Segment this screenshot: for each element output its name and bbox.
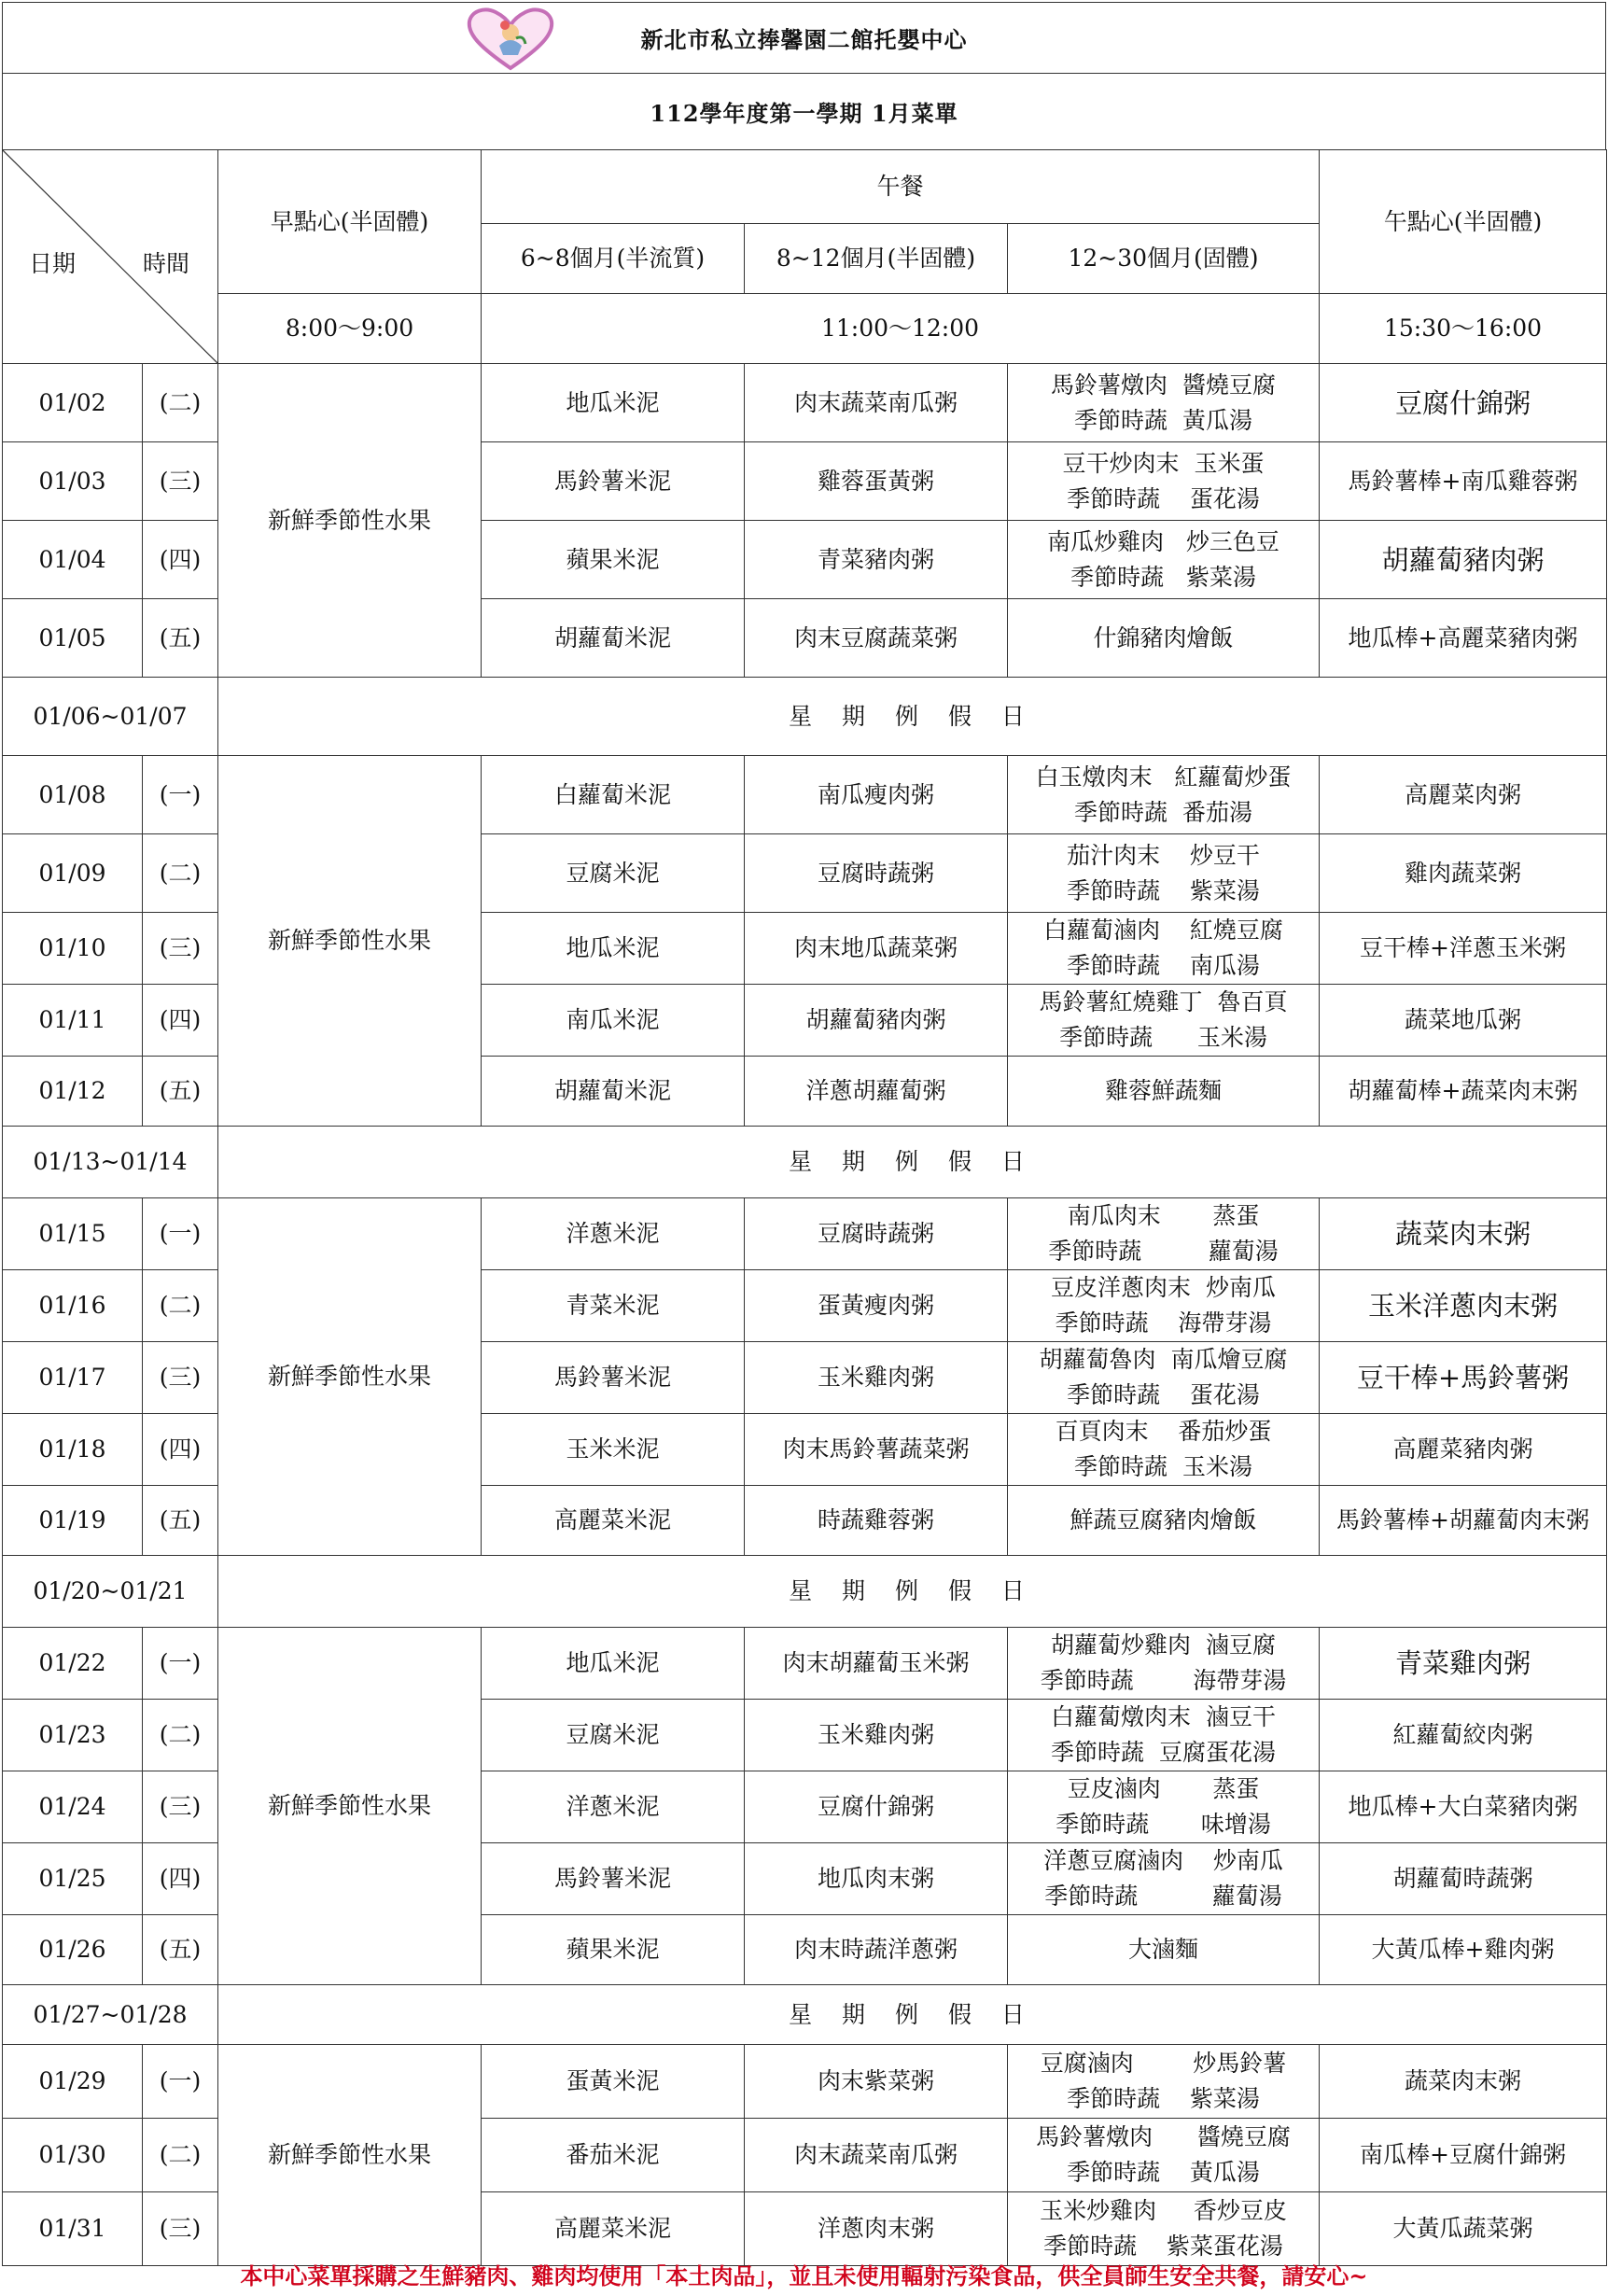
lunch-8-12-cell: 雞蓉蛋黃粥 [745, 442, 1008, 521]
lunch-12-30-side: 季節時蔬 紫菜湯 [1067, 2085, 1260, 2112]
lunch-12-30-cell [1008, 2192, 1320, 2266]
lunch-12-30-header: 12~30個月(固體) [1008, 224, 1320, 294]
lunch-8-12-cell: 洋蔥肉末粥 [745, 2192, 1008, 2266]
afternoon-cell: 胡蘿蔔棒+蔬菜肉末粥 [1320, 1057, 1607, 1127]
breakfast-cell: 新鮮季節性水果 [218, 1628, 482, 1985]
day-date: 01/16 [3, 1270, 143, 1342]
lunch-6-8-cell: 洋蔥米泥 [482, 1771, 745, 1843]
lunch-6-8-cell: 地瓜米泥 [482, 913, 745, 985]
lunch-12-30-cell [1008, 1700, 1320, 1771]
menu-table [2, 149, 1607, 2266]
lunch-12-30-cell [1008, 1843, 1320, 1915]
day-date: 01/22 [3, 1628, 143, 1700]
afternoon-cell: 雞肉蔬菜粥 [1320, 834, 1607, 913]
lunch-12-30-cell [1008, 2119, 1320, 2192]
day-weekday: (五) [143, 1915, 218, 1985]
day-date: 01/18 [3, 1414, 143, 1486]
lunch-8-12-cell: 肉末紫菜粥 [745, 2045, 1008, 2119]
day-date: 01/26 [3, 1915, 143, 1985]
lunch-8-12-cell: 肉末地瓜蔬菜粥 [745, 913, 1008, 985]
lunch-12-30-cell [1008, 1486, 1320, 1556]
lunch-time: 11:00～12:00 [482, 294, 1320, 364]
header-row-1 [3, 150, 1607, 224]
day-date: 01/03 [3, 442, 143, 521]
day-row [3, 364, 1607, 442]
lunch-12-30-side: 季節時蔬 紫菜湯 [1067, 876, 1260, 904]
breakfast-cell: 新鮮季節性水果 [218, 2045, 482, 2266]
lunch-6-8-cell: 馬鈴薯米泥 [482, 442, 745, 521]
footer-note: 本中心菜單採購之生鮮豬肉、雞肉均使用「本土肉品」，並且未使用輻射污染食品，供全員師生安全共餐，請安心~ [240, 2262, 1368, 2289]
day-weekday: (五) [143, 1057, 218, 1127]
lunch-6-8-cell: 蛋黃米泥 [482, 2045, 745, 2119]
lunch-6-8-cell: 南瓜米泥 [482, 985, 745, 1057]
lunch-12-30-cell [1008, 1342, 1320, 1414]
day-weekday: (三) [143, 2192, 218, 2266]
holiday-label: 星 期 例 假 日 [218, 1127, 1607, 1198]
lunch-12-30-side: 季節時蔬 蛋花湯 [1067, 1381, 1260, 1408]
lunch-12-30-main: 大滷麵 [1128, 1936, 1199, 1963]
lunch-8-12-cell: 地瓜肉末粥 [745, 1843, 1008, 1915]
holiday-label: 星 期 例 假 日 [218, 1985, 1607, 2045]
lunch-8-12-cell: 青菜豬肉粥 [745, 521, 1008, 599]
day-weekday: (一) [143, 1628, 218, 1700]
day-weekday: (四) [143, 1843, 218, 1915]
holiday-label: 星 期 例 假 日 [218, 678, 1607, 756]
lunch-8-12-cell: 肉末豆腐蔬菜粥 [745, 599, 1008, 678]
lunch-12-30-cell [1008, 1414, 1320, 1486]
day-weekday: (二) [143, 1270, 218, 1342]
lunch-6-8-cell: 高麗菜米泥 [482, 1486, 745, 1556]
day-weekday: (二) [143, 1700, 218, 1771]
breakfast-cell: 新鮮季節性水果 [218, 756, 482, 1127]
lunch-12-30-main: 白玉燉肉末 紅蘿蔔炒蛋 [1035, 763, 1292, 791]
lunch-6-8-cell: 地瓜米泥 [482, 1628, 745, 1700]
lunch-6-8-cell: 番茄米泥 [482, 2119, 745, 2192]
lunch-12-30-main: 什錦豬肉燴飯 [1093, 623, 1234, 651]
lunch-12-30-cell [1008, 1270, 1320, 1342]
lunch-8-12-cell: 豆腐時蔬粥 [745, 834, 1008, 913]
day-date: 01/15 [3, 1198, 143, 1270]
lunch-12-30-cell [1008, 2045, 1320, 2119]
lunch-6-8-cell: 馬鈴薯米泥 [482, 1843, 745, 1915]
lunch-12-30-cell [1008, 364, 1320, 442]
lunch-12-30-side: 季節時蔬 海帶芽湯 [1040, 1667, 1287, 1694]
day-weekday: (三) [143, 1342, 218, 1414]
lunch-12-30-side: 季節時蔬 味增湯 [1056, 1811, 1271, 1838]
lunch-8-12-cell: 肉末胡蘿蔔玉米粥 [745, 1628, 1008, 1700]
lunch-6-8-cell: 馬鈴薯米泥 [482, 1342, 745, 1414]
lunch-12-30-cell [1008, 1057, 1320, 1127]
lunch-12-30-main: 南瓜肉末 蒸蛋 [1067, 1202, 1260, 1229]
lunch-8-12-cell: 玉米雞肉粥 [745, 1700, 1008, 1771]
lunch-8-12-cell: 肉末蔬菜南瓜粥 [745, 2119, 1008, 2192]
lunch-6-8-cell: 蘋果米泥 [482, 1915, 745, 1985]
lunch-12-30-cell [1008, 521, 1320, 599]
afternoon-cell: 馬鈴薯棒+南瓜雞蓉粥 [1320, 442, 1607, 521]
lunch-12-30-cell [1008, 1628, 1320, 1700]
day-row [3, 2045, 1607, 2119]
day-date: 01/30 [3, 2119, 143, 2192]
afternoon-cell: 胡蘿蔔豬肉粥 [1320, 521, 1607, 599]
lunch-12-30-main: 馬鈴薯紅燒雞丁 魯百頁 [1039, 988, 1288, 1015]
afternoon-cell: 豆干棒+洋蔥玉米粥 [1320, 913, 1607, 985]
day-weekday: (三) [143, 1771, 218, 1843]
afternoon-header: 午點心(半固體) [1320, 150, 1607, 294]
lunch-12-30-cell [1008, 1915, 1320, 1985]
lunch-12-30-main: 豆皮滷肉 蒸蛋 [1067, 1775, 1260, 1802]
day-weekday: (二) [143, 834, 218, 913]
lunch-8-12-cell: 南瓜瘦肉粥 [745, 756, 1008, 834]
afternoon-cell: 南瓜棒+豆腐什錦粥 [1320, 2119, 1607, 2192]
lunch-12-30-cell [1008, 1198, 1320, 1270]
lunch-6-8-cell: 胡蘿蔔米泥 [482, 599, 745, 678]
lunch-12-30-side: 季節時蔬 紫菜蛋花湯 [1043, 2233, 1283, 2260]
lunch-12-30-cell [1008, 599, 1320, 678]
afternoon-cell: 大黃瓜棒+雞肉粥 [1320, 1915, 1607, 1985]
lunch-12-30-main: 豆皮洋蔥肉末 炒南瓜 [1051, 1274, 1276, 1301]
lunch-12-30-cell [1008, 985, 1320, 1057]
afternoon-cell: 玉米洋蔥肉末粥 [1320, 1270, 1607, 1342]
day-weekday: (一) [143, 2045, 218, 2119]
lunch-12-30-cell [1008, 834, 1320, 913]
day-date: 01/08 [3, 756, 143, 834]
lunch-8-12-cell: 肉末蔬菜南瓜粥 [745, 364, 1008, 442]
lunch-8-12-cell: 時蔬雞蓉粥 [745, 1486, 1008, 1556]
lunch-6-8-cell: 白蘿蔔米泥 [482, 756, 745, 834]
day-weekday: (一) [143, 1198, 218, 1270]
lunch-8-12-header: 8~12個月(半固體) [745, 224, 1008, 294]
lunch-12-30-main: 白蘿蔔滷肉 紅燒豆腐 [1043, 917, 1283, 944]
time-header: 時間 [143, 250, 190, 277]
lunch-12-30-main: 茄汁肉末 炒豆干 [1067, 841, 1260, 869]
day-date: 01/05 [3, 599, 143, 678]
lunch-8-12-cell: 豆腐什錦粥 [745, 1771, 1008, 1843]
lunch-8-12-cell: 蛋黃瘦肉粥 [745, 1270, 1008, 1342]
menu-sheet [2, 2, 1606, 2294]
breakfast-time: 8:00～9:00 [218, 294, 482, 364]
day-date: 01/29 [3, 2045, 143, 2119]
day-date: 01/10 [3, 913, 143, 985]
lunch-8-12-cell: 肉末時蔬洋蔥粥 [745, 1915, 1008, 1985]
holiday-dates: 01/13~01/14 [3, 1127, 218, 1198]
day-date: 01/12 [3, 1057, 143, 1127]
day-date: 01/11 [3, 985, 143, 1057]
day-weekday: (三) [143, 442, 218, 521]
holiday-dates: 01/06~01/07 [3, 678, 218, 756]
afternoon-cell: 豆腐什錦粥 [1320, 364, 1607, 442]
day-date: 01/17 [3, 1342, 143, 1414]
afternoon-cell: 地瓜棒+高麗菜豬肉粥 [1320, 599, 1607, 678]
lunch-8-12-cell: 洋蔥胡蘿蔔粥 [745, 1057, 1008, 1127]
lunch-12-30-cell [1008, 756, 1320, 834]
date-header: 日期 [29, 250, 77, 277]
lunch-12-30-side: 季節時蔬 蛋花湯 [1067, 484, 1260, 512]
day-date: 01/04 [3, 521, 143, 599]
day-weekday: (一) [143, 756, 218, 834]
breakfast-cell: 新鮮季節性水果 [218, 364, 482, 678]
lunch-12-30-main: 豆腐滷肉 炒馬鈴薯 [1040, 2050, 1287, 2077]
lunch-12-30-main: 百頁肉末 番茄炒蛋 [1055, 1418, 1272, 1445]
lunch-6-8-cell: 洋蔥米泥 [482, 1198, 745, 1270]
day-weekday: (二) [143, 2119, 218, 2192]
lunch-12-30-side: 季節時蔬 豆腐蛋花湯 [1051, 1739, 1276, 1766]
center-name: 新北市私立捧馨園二館托嬰中心 [640, 26, 968, 53]
breakfast-header: 早點心(半固體) [218, 150, 482, 294]
lunch-12-30-side: 季節時蔬 紫菜湯 [1070, 563, 1256, 591]
holiday-row [3, 1985, 1607, 2045]
holiday-row [3, 1127, 1607, 1198]
lunch-12-30-side: 季節時蔬 蘿蔔湯 [1044, 1883, 1282, 1910]
lunch-12-30-main: 雞蓉鮮蔬麵 [1105, 1077, 1223, 1104]
lunch-12-30-side: 季節時蔬 南瓜湯 [1067, 952, 1260, 979]
day-weekday: (四) [143, 1414, 218, 1486]
afternoon-cell: 馬鈴薯棒+胡蘿蔔肉末粥 [1320, 1486, 1607, 1556]
holiday-label: 星 期 例 假 日 [218, 1556, 1607, 1628]
lunch-header: 午餐 [482, 150, 1320, 224]
holiday-dates: 01/20~01/21 [3, 1556, 218, 1628]
lunch-12-30-main: 胡蘿蔔魯肉 南瓜燴豆腐 [1039, 1346, 1288, 1373]
lunch-6-8-cell: 胡蘿蔔米泥 [482, 1057, 745, 1127]
day-weekday: (五) [143, 1486, 218, 1556]
lunch-12-30-side: 季節時蔬 黃瓜湯 [1067, 2159, 1260, 2186]
day-weekday: (三) [143, 913, 218, 985]
lunch-8-12-cell: 玉米雞肉粥 [745, 1342, 1008, 1414]
afternoon-cell: 豆干棒+馬鈴薯粥 [1320, 1342, 1607, 1414]
lunch-8-12-cell: 肉末馬鈴薯蔬菜粥 [745, 1414, 1008, 1486]
day-date: 01/25 [3, 1843, 143, 1915]
lunch-12-30-main: 玉米炒雞肉 香炒豆皮 [1040, 2197, 1287, 2224]
day-date: 01/31 [3, 2192, 143, 2266]
lunch-6-8-cell: 蘋果米泥 [482, 521, 745, 599]
day-weekday: (四) [143, 985, 218, 1057]
lunch-12-30-main: 洋蔥豆腐滷肉 炒南瓜 [1043, 1847, 1283, 1874]
day-date: 01/19 [3, 1486, 143, 1556]
afternoon-cell: 胡蘿蔔時蔬粥 [1320, 1843, 1607, 1915]
lunch-6-8-header: 6~8個月(半流質) [482, 224, 745, 294]
afternoon-cell: 蔬菜肉末粥 [1320, 2045, 1607, 2119]
holiday-row [3, 678, 1607, 756]
afternoon-cell: 青菜雞肉粥 [1320, 1628, 1607, 1700]
lunch-12-30-main: 鮮蔬豆腐豬肉燴飯 [1070, 1506, 1257, 1533]
afternoon-cell: 高麗菜肉粥 [1320, 756, 1607, 834]
holiday-row [3, 1556, 1607, 1628]
logo-heart-icon [464, 7, 557, 72]
lunch-12-30-side: 季節時蔬 海帶芽湯 [1055, 1309, 1272, 1337]
afternoon-cell: 蔬菜地瓜粥 [1320, 985, 1607, 1057]
lunch-12-30-cell [1008, 1771, 1320, 1843]
day-date: 01/02 [3, 364, 143, 442]
afternoon-cell: 蔬菜肉末粥 [1320, 1198, 1607, 1270]
lunch-12-30-side: 季節時蔬 玉米湯 [1074, 1453, 1252, 1480]
day-weekday: (五) [143, 599, 218, 678]
day-date: 01/24 [3, 1771, 143, 1843]
lunch-12-30-cell [1008, 442, 1320, 521]
afternoon-cell: 紅蘿蔔絞肉粥 [1320, 1700, 1607, 1771]
header-row-time [3, 294, 1607, 364]
lunch-12-30-side: 季節時蔬 番茄湯 [1074, 798, 1252, 826]
lunch-8-12-cell: 胡蘿蔔豬肉粥 [745, 985, 1008, 1057]
day-row [3, 1198, 1607, 1270]
lunch-6-8-cell: 青菜米泥 [482, 1270, 745, 1342]
lunch-12-30-main: 白蘿蔔燉肉末 滷豆干 [1051, 1703, 1276, 1730]
day-weekday: (二) [143, 364, 218, 442]
menu-title: 112學年度第一學期 1月菜單 [650, 100, 958, 127]
lunch-12-30-cell [1008, 913, 1320, 985]
afternoon-cell: 高麗菜豬肉粥 [1320, 1414, 1607, 1486]
day-row [3, 756, 1607, 834]
lunch-6-8-cell: 高麗菜米泥 [482, 2192, 745, 2266]
lunch-12-30-main: 胡蘿蔔炒雞肉 滷豆腐 [1051, 1631, 1276, 1659]
afternoon-time: 15:30～16:00 [1320, 294, 1607, 364]
breakfast-cell: 新鮮季節性水果 [218, 1198, 482, 1556]
lunch-6-8-cell: 豆腐米泥 [482, 834, 745, 913]
lunch-12-30-main: 豆干炒肉末 玉米蛋 [1062, 449, 1265, 477]
date-time-corner [3, 150, 218, 364]
lunch-6-8-cell: 玉米米泥 [482, 1414, 745, 1486]
lunch-12-30-side: 季節時蔬 黃瓜湯 [1074, 406, 1252, 434]
lunch-12-30-main: 馬鈴薯燉肉 醬燒豆腐 [1036, 2123, 1291, 2150]
holiday-dates: 01/27~01/28 [3, 1985, 218, 2045]
subtitle-bar [2, 74, 1606, 150]
lunch-12-30-main: 馬鈴薯燉肉 醬燒豆腐 [1051, 371, 1276, 399]
afternoon-cell: 地瓜棒+大白菜豬肉粥 [1320, 1771, 1607, 1843]
lunch-12-30-main: 南瓜炒雞肉 炒三色豆 [1047, 527, 1279, 555]
day-date: 01/23 [3, 1700, 143, 1771]
lunch-12-30-side: 季節時蔬 玉米湯 [1059, 1024, 1267, 1051]
lunch-12-30-side: 季節時蔬 蘿蔔湯 [1048, 1238, 1279, 1265]
lunch-6-8-cell: 地瓜米泥 [482, 364, 745, 442]
lunch-6-8-cell: 豆腐米泥 [482, 1700, 745, 1771]
day-weekday: (四) [143, 521, 218, 599]
lunch-8-12-cell: 豆腐時蔬粥 [745, 1198, 1008, 1270]
afternoon-cell: 大黃瓜蔬菜粥 [1320, 2192, 1607, 2266]
title-bar [2, 2, 1606, 74]
day-row [3, 1628, 1607, 1700]
day-date: 01/09 [3, 834, 143, 913]
